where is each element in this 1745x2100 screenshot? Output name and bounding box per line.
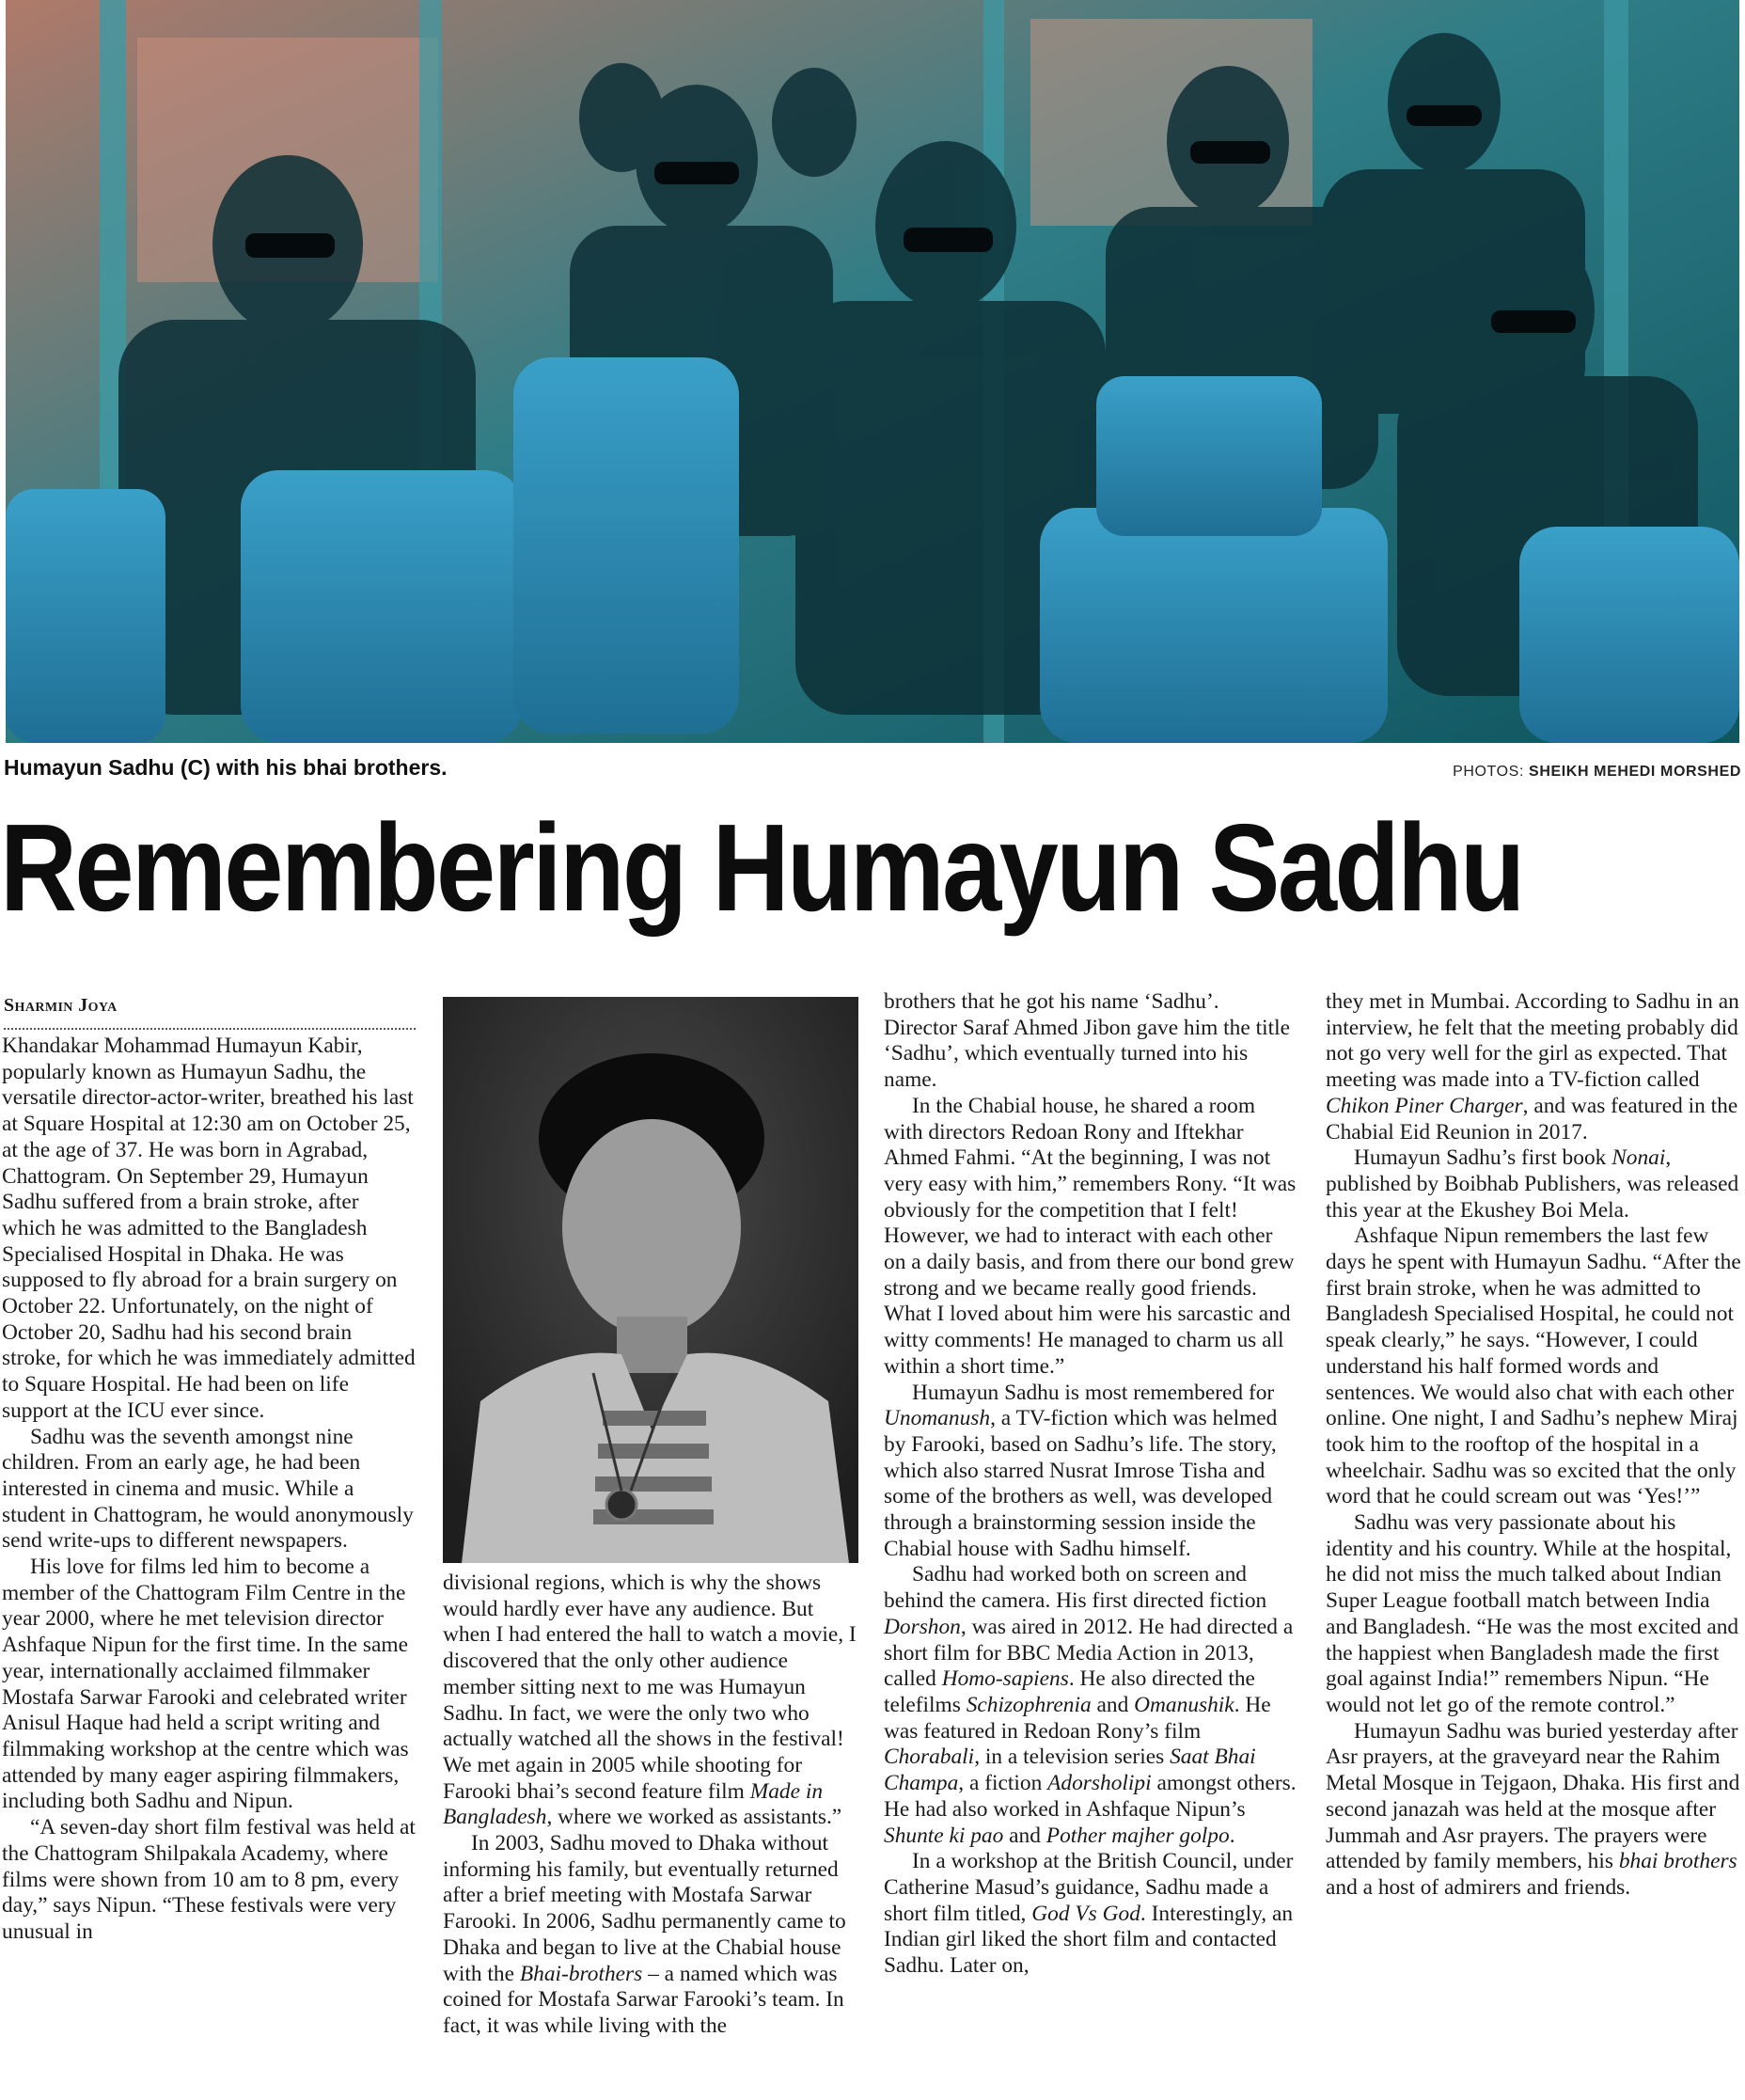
paragraph: Sadhu was the seventh amongst nine children. From an early age, he had been interested in cinema and music. While a student in Chattogram, he would anonymously send write-ups to different newspapers. [2,1424,414,1554]
author-byline: Sharmin Joya [4,995,416,1030]
paragraph: brothers that he got his name ‘Sadhu’. Director Saraf Ahmed Jibon gave him the title ‘Sadhu’, which eventually turned into his name. [884,989,1290,1093]
paragraph: divisional regions, which is why the shows would hardly ever have any audience. But when I had entered the hall to watch a movie, I discovered that the only other audience member sitting next to me was Humayun Sadhu. In fact, we were the only two who actually watched all the shows in the festival! We met again in 2005 while shooting for Farooki bhai’s second feature film Made in Bangladesh, where we worked as assistants.” [443,1571,857,1830]
paragraph: In 2003, Sadhu moved to Dhaka without informing his family, but eventually returned after a brief meeting with Mostafa Sarwar Farooki. In 2006, Sadhu permanently came to Dhaka and began to live at the Chabial house with the Bhai-brothers – a named which was coined for Mostafa Sarwar Farooki’s team. In fact, it was while living with the [443,1831,846,2038]
paragraph: Khandakar Mohammad Humayun Kabir, popularly known as Humayun Sadhu, the versatile director-actor-writer, breathed his last at Square Hospital at 12:30 am on October 25, at the age of 37. He was born in Agrabad, Chattogram. On September 29, Humayun Sadhu suffered from a brain stroke, after which he was admitted to the Bangladesh Specialised Hospital in Dhaka. He was supposed to fly abroad for a brain surgery on October 22. Unfortunately, on the night of October 20, Sadhu had his second brain stroke, for which he was immediately admitted to Square Hospital. He had been on life support at the ICU ever since. [2,1034,416,1423]
paragraph: they met in Mumbai. According to Sadhu in an interview, he felt that the meeting probably did not go very well for the girl as expected. That meeting was made into a TV-fiction called Chikon Piner Charger, and was featured in the Chabial Eid Reunion in 2017. [1326,989,1739,1145]
portrait-photo-illustration [443,997,858,1563]
article-column-4 [1326,989,1743,1902]
film-title: Chikon Piner Charger [1326,1093,1523,1118]
hero-photo-illustration [6,0,1739,743]
group-name: bhai brothers [1618,1849,1737,1874]
paragraph: Humayun Sadhu’s first book Nonai, published by Boibhab Publishers, was released this year at the Ekushey Boi Mela. [1326,1145,1739,1223]
photo-caption: Humayun Sadhu (C) with his bhai brothers. [4,755,448,780]
paragraph: Ashfaque Nipun remembers the last few days he spent with Humayun Sadhu. “After the first brain stroke, when he was admitted to Bangladesh Specialised Hospital, he could not speak clearly,” he says. “However, I could understand his half formed words and sentences. We would also chat with each other online. One night, I and Sadhu’s nephew Miraj took him to the rooftop of the hospital in a wheelchair. Sadhu was so excited that the only word that he could scream out was ‘Yes!’” [1326,1224,1741,1509]
photo-credit [1453,764,1741,781]
paragraph: Sadhu had worked both on screen and behind the camera. His first directed fiction Dorshon, was aired in 2012. He had directed a short film for BBC Media Action in 2013, called Homo-sapiens. He also directed the telefilms Schizophrenia and Omanushik. He was featured in Redoan Rony’s film Chorabali, in a television series Saat Bhai Champa, a fiction Adorsholipi amongst others. He had also worked in Ashfaque Nipun’s Shunte ki pao and Pother majher golpo. [884,1562,1297,1848]
article-column-1 [2,1034,416,1946]
photo-credit-prefix: PHOTOS: [1453,764,1524,780]
article-column-2 [443,1571,857,2040]
film-title: God Vs God [1031,1901,1140,1926]
paragraph: His love for films led him to become a member of the Chattogram Film Centre in the year 2000, where he met television director Ashfaque Nipun for the first time. In the same year, internationally acclaimed filmmaker Mostafa Sarwar Farooki and celebrated writer Anisul Haque had held a script writing and filmmaking workshop at the centre which was attended by many eager aspiring filmmakers, including both Sadhu and Nipun. [2,1555,409,1814]
photo-credit-name: SHEIKH MEHEDI MORSHED [1529,764,1741,780]
paragraph: In the Chabial house, he shared a room with directors Redoan Rony and Iftekhar Ahmed Fahmi. “At the beginning, I was not very easy with him,” remembers Rony. “It was obviously for the competition that I felt! However, we had to interact with each other on a daily basis, and from there our bond grew strong and we became really good friends. What I loved about him were his sarcastic and witty comments! He managed to charm us all within a short time.” [884,1093,1297,1379]
paragraph: Humayun Sadhu is most remembered for Unomanush, a TV-fiction which was helmed by Farooki, based on Sadhu’s life. The story, which also starred Nusrat Imrose Tisha and some of the brothers as well, was developed through a brainstorming session inside the Chabial house with Sadhu himself. [884,1380,1278,1561]
portrait-photo [443,997,858,1563]
paragraph: “A seven-day short film festival was held at the Chattogram Shilpakala Academy, where films were shown from 10 am to 8 pm, every day,” says Nipun. “These festivals were very unusual in [2,1815,416,1944]
film-title: Made in Bangladesh [443,1778,824,1830]
book-title: Nonai [1611,1145,1666,1171]
group-name: Bhai-brothers [519,1961,643,1986]
paragraph: In a workshop at the British Council, under Catherine Masud’s guidance, Sadhu made a short film titled, God Vs God. Interestingly, an Indian girl liked the short film and contacted Sadhu. Later on, [884,1849,1294,1979]
paragraph: Sadhu was very passionate about his identity and his country. While at the hospital, he did not miss the much talked about Indian Super League football match between India and Bangladesh. “He was the most excited and the happiest when Bangladesh made the first goal against India!” remembers Nipun. “He would not let go of the remote control.” [1326,1510,1739,1717]
article-column-3 [884,989,1297,1980]
paragraph: Humayun Sadhu was buried yesterday after Asr prayers, at the graveyard near the Rahim Metal Mosque in Tejgaon, Dhaka. His first and second janazah was held at the mosque after Jummah and Asr prayers. The prayers were attended by family members, his bhai brothers and a host of admirers and friends. [1326,1718,1740,1900]
article-headline: Remembering Humayun Sadhu [0,798,1523,937]
film-title: Unomanush [884,1406,991,1431]
hero-photo [6,0,1739,743]
